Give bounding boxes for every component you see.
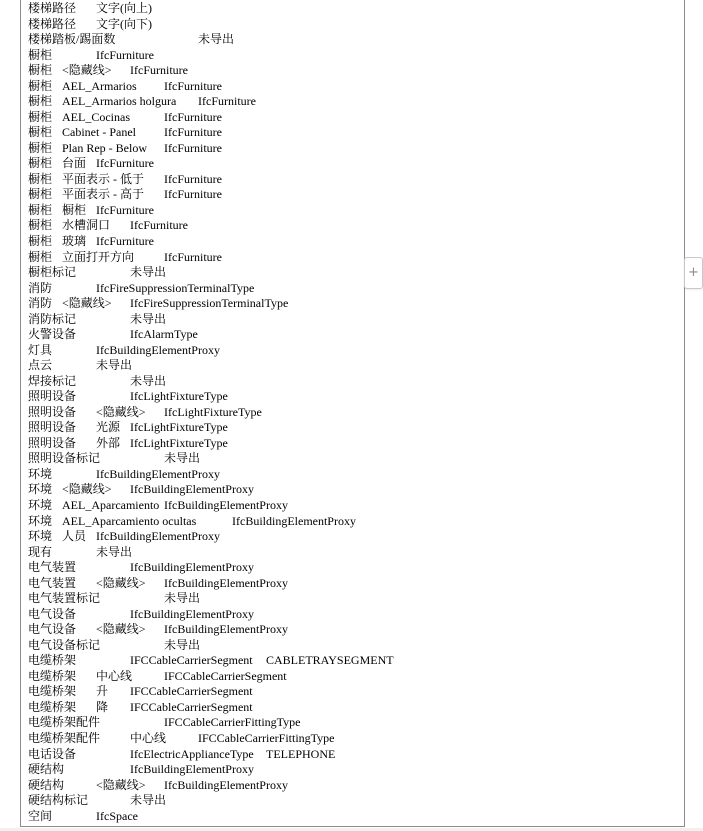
table-row [28,48,678,64]
row-cell: IfcFireSuppressionTerminalType [96,280,255,295]
table-row [28,358,678,374]
row-cell: 橱柜标记 [28,265,77,280]
table-row [28,498,678,514]
row-cell: 照明设备 [28,404,77,419]
row-cell: IFCCableCarrierSegment [130,684,253,699]
row-cell: IfcBuildingElementProxy [96,529,220,544]
row-cell: 楼梯路径 [28,1,77,15]
table-row [28,343,678,359]
row-cell: 空间 [28,808,53,823]
table-row [28,312,678,328]
row-cell: AEL_Armarios [62,78,137,93]
table-row [28,389,678,405]
table-row [28,265,678,281]
row-cell: <隐藏线> [62,63,112,78]
row-cell: 橱柜 [28,109,53,124]
row-cell: 焊接标记 [28,373,77,388]
row-cell: 降 [96,699,109,714]
row-cell: 硬结构 [28,762,65,777]
row-cell: 电缆桥架配件 [28,715,101,730]
row-cell: 升 [96,684,109,699]
row-cell: <隐藏线> [96,777,146,792]
table-row [28,669,678,685]
row-cell: 电气装置标记 [28,591,101,606]
row-cell: 橱柜 [28,125,53,140]
row-cell: 文字(向上) [96,1,152,15]
row-cell: <隐藏线> [96,575,146,590]
row-cell: IfcBuildingElementProxy [96,466,220,481]
row-cell: 中心线 [96,668,133,683]
row-cell: 橱柜 [62,202,87,217]
row-cell: IfcFurniture [164,187,222,202]
table-row [28,591,678,607]
table-row [28,514,678,530]
row-cell: 平面表示 - 低于 [62,171,144,186]
table-row [28,63,678,79]
row-cell: IFCCableCarrierFittingType [198,730,335,745]
table-row [28,234,678,250]
row-cell: 消防 [28,296,53,311]
table-row [28,327,678,343]
row-cell: IfcLightFixtureType [130,435,228,450]
row-cell: IfcBuildingElementProxy [164,498,288,512]
row-cell: IfcBuildingElementProxy [164,575,288,590]
add-button[interactable] [684,257,703,289]
row-cell: Cabinet - Panel [62,125,136,140]
row-cell: IFCCableCarrierSegment [164,668,287,683]
table-row [28,715,678,731]
row-cell: IfcBuildingElementProxy [130,560,254,575]
row-cell: 楼梯路径 [28,16,77,31]
row-cell: IfcBuildingElementProxy [96,342,220,357]
row-cell: <隐藏线> [96,622,146,637]
table-row [28,529,678,545]
table-row [28,700,678,716]
row-cell: 未导出 [164,591,201,606]
row-cell: 消防 [28,280,53,295]
row-cell: 橱柜 [28,156,53,171]
row-cell: 橱柜 [28,233,53,248]
table-row [28,32,678,48]
table-row [28,374,678,390]
row-cell: <隐藏线> [62,296,112,311]
row-cell: 橱柜 [28,218,53,233]
row-cell: 点云 [28,358,53,373]
row-cell: IfcFurniture [164,125,222,140]
row-cell: IfcAlarmType [130,327,198,342]
table-row [28,684,678,700]
row-cell: AEL_Aparcamiento ocultas [62,513,197,528]
row-cell: IfcBuildingElementProxy [130,482,254,497]
row-cell: IfcBuildingElementProxy [130,762,254,777]
table-row [28,809,678,825]
table-row [28,451,678,467]
row-cell: 平面表示 - 高于 [62,187,144,202]
table-row [28,778,678,794]
row-cell: 未导出 [96,358,133,373]
row-cell: 电气设备 [28,622,77,637]
row-cell: <隐藏线> [96,404,146,419]
row-cell: Plan Rep - Below [62,140,147,155]
table-row [28,731,678,747]
table-row [28,187,678,203]
row-cell: 台面 [62,156,87,171]
row-cell: IFCCableCarrierSegment [130,653,253,668]
table-row [28,203,678,219]
document-page [20,0,685,827]
table-row [28,156,678,172]
table-row [28,172,678,188]
row-cell: 照明设备 [28,420,77,435]
row-cell: 橱柜 [28,249,53,264]
row-cell: 橱柜 [28,47,53,62]
row-cell: TELEPHONE [266,746,336,761]
row-cell: 水槽洞口 [62,218,111,233]
row-cell: 立面打开方向 [62,249,135,264]
table-row [28,482,678,498]
row-cell: IfcElectricApplianceType [130,746,254,761]
row-cell: 橱柜 [28,171,53,186]
row-cell: IfcFurniture [96,156,154,171]
row-cell: 电缆桥架 [28,668,77,683]
table-row [28,545,678,561]
row-cell: 照明设备 [28,389,77,404]
table-row [28,793,678,809]
row-cell: IfcFurniture [96,47,154,62]
row-cell: 中心线 [130,730,167,745]
table-row [28,560,678,576]
table-row [28,436,678,452]
row-cell: 橱柜 [28,94,53,109]
row-cell: 环境 [28,482,53,497]
row-cell: 消防标记 [28,311,77,326]
table-row [28,607,678,623]
row-cell: AEL_Cocinas [62,109,130,124]
row-cell: 橱柜 [28,63,53,78]
row-cell: AEL_Armarios holgura [62,94,177,109]
row-cell: 未导出 [130,311,167,326]
row-cell: 未导出 [164,637,201,652]
row-cell: IfcSpace [96,808,138,823]
row-cell: IfcBuildingElementProxy [164,622,288,637]
table-row [28,762,678,778]
row-cell: 电缆桥架 [28,699,77,714]
table-row [28,125,678,141]
row-cell: IfcLightFixtureType [130,389,228,404]
row-cell: 未导出 [164,451,201,466]
table-row [28,405,678,421]
table-row [28,218,678,234]
row-cell: 电气装置 [28,560,77,575]
row-cell: 环境 [28,498,53,512]
row-cell: 电气装置 [28,575,77,590]
row-cell: <隐藏线> [62,482,112,497]
table-row [28,79,678,95]
row-cell: IfcFurniture [164,140,222,155]
plus-icon: + [688,265,699,280]
table-row [28,747,678,763]
table-row [28,467,678,483]
row-cell: 现有 [28,544,53,559]
row-cell: IfcFurniture [96,202,154,217]
row-cell: 灯具 [28,342,53,357]
row-cell: 文字(向下) [96,16,152,31]
table-row [28,296,678,312]
row-cell: 未导出 [130,373,167,388]
table-row [28,141,678,157]
table-row [28,250,678,266]
row-cell: 光源 [96,420,121,435]
row-cell: 环境 [28,466,53,481]
row-cell: 电气设备 [28,606,77,621]
row-cell: 火警设备 [28,327,77,342]
row-cell: IFCCableCarrierSegment [130,699,253,714]
row-cell: 楼梯踏板/踢面数 [28,32,116,47]
row-cell: IfcLightFixtureType [130,420,228,435]
table-row [28,638,678,654]
row-cell: 橱柜 [28,78,53,93]
row-cell: IfcLightFixtureType [164,404,262,419]
row-cell: AEL_Aparcamiento [62,498,160,512]
row-cell: 照明设备 [28,435,77,450]
row-cell: 未导出 [198,32,235,47]
row-cell: 人员 [62,529,87,544]
row-cell: CABLETRAYSEGMENT [266,653,394,668]
row-cell: IfcFireSuppressionTerminalType [130,296,289,311]
table-row [28,94,678,110]
row-cell: 电话设备 [28,746,77,761]
row-cell: IFCCableCarrierFittingType [164,715,301,730]
table-row [28,17,678,33]
row-cell: IfcFurniture [164,78,222,93]
ifc-mapping-list [28,1,678,824]
row-cell: IfcFurniture [164,109,222,124]
row-cell: 环境 [28,513,53,528]
table-row [28,653,678,669]
table-row [28,622,678,638]
table-row [28,576,678,592]
row-cell: 橱柜 [28,187,53,202]
row-cell: 照明设备标记 [28,451,101,466]
row-cell: 硬结构标记 [28,793,89,808]
row-cell: 电缆桥架配件 [28,730,101,745]
row-cell: 电气设备标记 [28,637,101,652]
row-cell: IfcBuildingElementProxy [164,777,288,792]
row-cell: 未导出 [130,265,167,280]
row-cell: 环境 [28,529,53,544]
row-cell: 橱柜 [28,202,53,217]
table-row [28,420,678,436]
row-cell: 电缆桥架 [28,653,77,668]
row-cell: 未导出 [96,544,133,559]
row-cell: 电缆桥架 [28,684,77,699]
row-cell: 玻璃 [62,233,87,248]
row-cell: 未导出 [130,793,167,808]
row-cell: IfcFurniture [130,218,188,233]
table-row [28,110,678,126]
row-cell: 硬结构 [28,777,65,792]
row-cell: IfcFurniture [130,63,188,78]
row-cell: IfcBuildingElementProxy [232,513,356,528]
table-row [28,1,678,17]
row-cell: IfcBuildingElementProxy [130,606,254,621]
row-cell: IfcFurniture [96,233,154,248]
row-cell: 外部 [96,435,121,450]
row-cell: IfcFurniture [164,171,222,186]
row-cell: IfcFurniture [198,94,256,109]
row-cell: IfcFurniture [164,249,222,264]
table-row [28,281,678,297]
row-cell: 橱柜 [28,140,53,155]
